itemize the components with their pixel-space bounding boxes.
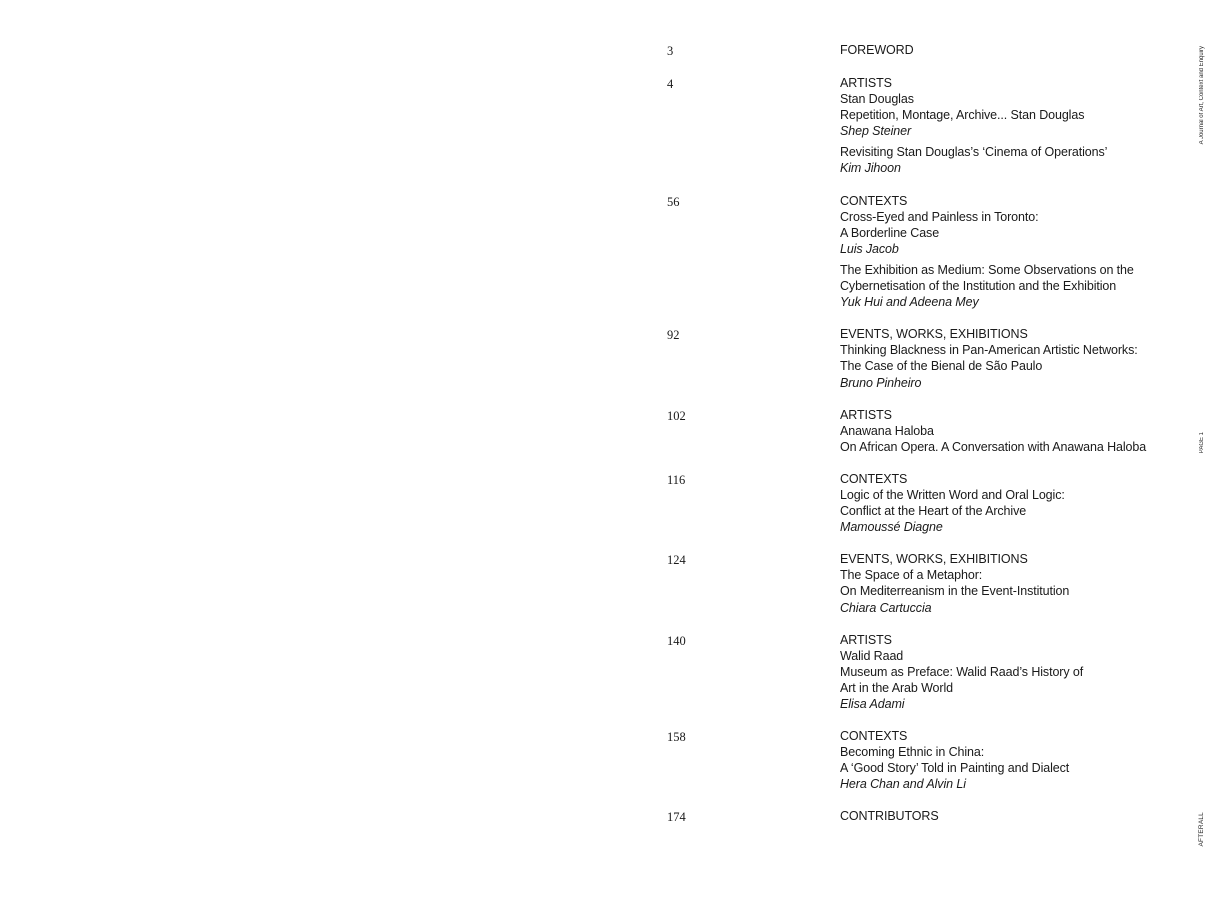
toc-section-heading: ARTISTS — [840, 76, 892, 90]
toc-article — [840, 439, 1182, 455]
toc-entry — [667, 193, 1182, 311]
toc-subject: Anawana Haloba — [840, 423, 934, 438]
toc-entry — [667, 551, 1182, 615]
journal-tagline: A Journal of Art, Context and Enquiry — [1199, 46, 1205, 145]
toc-page-number: 140 — [667, 633, 686, 648]
toc-page-number: 102 — [667, 408, 686, 423]
toc-page-number: 92 — [667, 328, 680, 343]
toc-article — [840, 262, 1182, 310]
toc-entry-body — [840, 193, 1182, 311]
toc-article-title-line: The Case of the Bienal de São Paulo — [840, 359, 1043, 374]
toc-article-title-line: A ‘Good Story’ Told in Painting and Dialect — [840, 761, 1070, 776]
toc-entry — [667, 728, 1182, 792]
toc-article-author: Bruno Pinheiro — [840, 375, 922, 390]
toc-article — [840, 744, 1182, 792]
toc-entry-body — [840, 551, 1182, 615]
toc-article-author: Hera Chan and Alvin Li — [840, 777, 966, 792]
toc-entry — [667, 42, 1182, 59]
toc-article-title-line: On African Opera. A Conversation with Anawana Haloba — [840, 439, 1147, 454]
toc-article-title-line: Repetition, Montage, Archive... Stan Douglas — [840, 108, 1085, 123]
toc-entry — [667, 407, 1182, 455]
toc-article-title-line: Art in the Arab World — [840, 680, 954, 695]
toc-subject: Stan Douglas — [840, 92, 914, 107]
toc-article-author: Shep Steiner — [840, 124, 912, 139]
toc-page-number: 56 — [667, 194, 680, 209]
table-of-contents — [667, 42, 1182, 825]
toc-section-heading: CONTEXTS — [840, 729, 908, 744]
toc-section-heading: EVENTS, WORKS, EXHIBITIONS — [840, 552, 1028, 567]
toc-entry-body — [840, 326, 1182, 390]
toc-article-author: Yuk Hui and Adeena Mey — [840, 295, 979, 310]
toc-page-number: 116 — [667, 472, 686, 487]
toc-entry-body — [840, 75, 1182, 177]
toc-entry-body — [840, 42, 1182, 58]
toc-article-author: Elisa Adami — [840, 697, 905, 711]
toc-article-title-line: Becoming Ethnic in China: — [840, 745, 985, 760]
toc-entry-body — [840, 632, 1182, 712]
toc-entry — [667, 632, 1182, 712]
toc-article-author: Kim Jihoon — [840, 161, 901, 176]
toc-article — [840, 107, 1182, 139]
toc-page-number: 158 — [667, 730, 686, 745]
toc-article-author: Luis Jacob — [840, 241, 899, 256]
toc-entry — [667, 808, 1182, 825]
toc-article-title-line: Cybernetisation of the Institution and the Exhibition — [840, 279, 1117, 294]
toc-article-title-line: Thinking Blackness in Pan-American Artistic Networks: — [840, 343, 1138, 358]
toc-page-number: 124 — [667, 553, 686, 568]
toc-article-title-line: On Mediterreanism in the Event-Institution — [840, 584, 1070, 599]
toc-entry-body — [840, 808, 1182, 824]
toc-page-number: 4 — [667, 77, 674, 91]
toc-section-heading: CONTRIBUTORS — [840, 809, 939, 824]
toc-article-author: Mamoussé Diagne — [840, 520, 943, 535]
brand-name: AFTERALL — [1198, 812, 1205, 847]
toc-entry-body — [840, 471, 1182, 535]
toc-article-title-line: The Space of a Metaphor: — [840, 568, 983, 583]
toc-article-title-line: A Borderline Case — [840, 225, 940, 240]
toc-article — [840, 144, 1182, 176]
toc-article — [840, 664, 1182, 712]
toc-entry — [667, 471, 1182, 535]
toc-entry-body — [840, 407, 1182, 455]
toc-article — [840, 342, 1182, 390]
toc-subject: Walid Raad — [840, 648, 904, 663]
toc-article-title-line: The Exhibition as Medium: Some Observations on the — [840, 262, 1134, 277]
toc-section-heading: CONTEXTS — [840, 471, 908, 486]
toc-article-title-line: Cross-Eyed and Painless in Toronto: — [840, 209, 1039, 224]
toc-article-author: Chiara Cartuccia — [840, 600, 932, 615]
page-marker: PAGE 1 — [1199, 432, 1205, 454]
toc-entry-body — [840, 728, 1182, 792]
toc-article-title-line: Museum as Preface: Walid Raad’s History of — [840, 664, 1084, 679]
toc-section-heading: FOREWORD — [840, 43, 914, 57]
toc-article — [840, 487, 1182, 535]
toc-article — [840, 209, 1182, 257]
toc-page-number: 174 — [667, 810, 686, 825]
toc-entry — [667, 326, 1182, 390]
toc-article — [840, 567, 1182, 615]
toc-section-heading: ARTISTS — [840, 632, 892, 647]
toc-article-title-line: Revisiting Stan Douglas’s ‘Cinema of Operations’ — [840, 145, 1108, 160]
toc-article-title-line: Conflict at the Heart of the Archive — [840, 504, 1027, 519]
toc-entry — [667, 75, 1182, 177]
toc-section-heading: EVENTS, WORKS, EXHIBITIONS — [840, 327, 1028, 342]
toc-article-title-line: Logic of the Written Word and Oral Logic: — [840, 487, 1065, 502]
toc-section-heading: ARTISTS — [840, 407, 892, 422]
toc-page-number: 3 — [667, 44, 674, 58]
toc-section-heading: CONTEXTS — [840, 193, 908, 208]
